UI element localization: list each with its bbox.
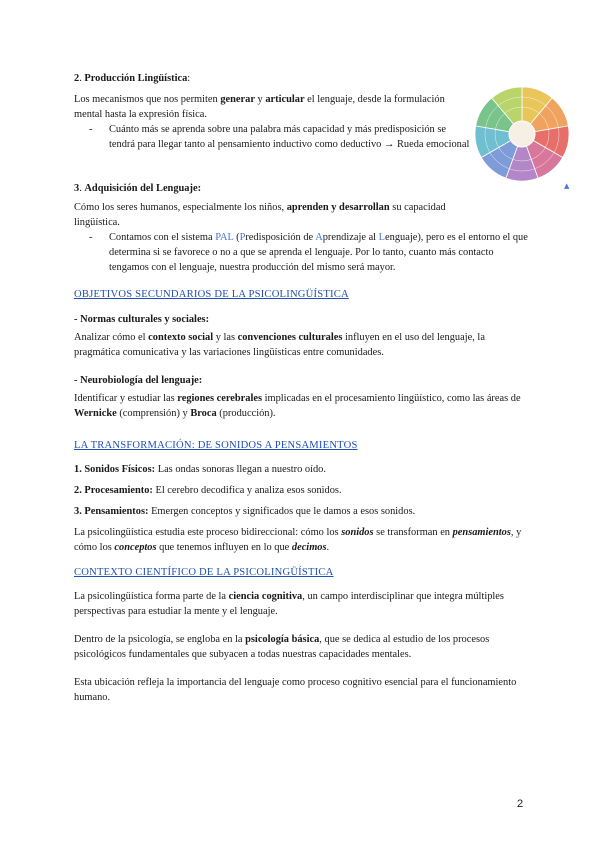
list-item: 2. Procesamiento: El cerebro decodifica y analiza esos sonidos. [74,485,342,496]
list-item: 1. Sonidos Físicos: Las ondas sonoras llegan a nuestro oído. [74,464,326,475]
section-title: 3. Adquisición del Lenguaje: [74,183,202,194]
paragraph: Los mecanismos que nos permiten generar y articular el lenguaje, desde la formulación mental hasta la expresión física. [74,94,445,120]
heading-contexto: CONTEXTO CIENTÍFICO DE LA PSICOLINGÜÍSTICA [74,567,334,578]
emotion-wheel-image [474,84,570,190]
heading-objetivos: OBJETIVOS SECUNDARIOS DE LA PSICOLINGÜÍSTICA [74,289,349,300]
section-produccion [74,71,474,152]
paragraph: Esta ubicación refleja la importancia del lenguaje como proceso cognitivo esencial para el funcionamiento humano. [74,677,517,703]
title-produccion: Producción Lingüística [84,73,188,84]
paragraph: Dentro de la psicología, se engloba en la psicología básica, que se dedica al estudio de los procesos psicológicos fundamentales que subyacen a todas nuestras capacidades mentales. [74,634,490,660]
bullet-list [74,230,534,275]
heading-transformacion: LA TRANSFORMACIÓN: DE SONIDOS A PENSAMIENTOS [74,440,358,451]
wheel-mark: ▲ [564,182,570,190]
subheading-neurobiologia: - Neurobiología del lenguaje: [74,375,203,386]
paragraph: La psicolingüística forma parte de la ciencia cognitiva, un campo interdisciplinar que integra múltiples perspectivas para estudiar la mente y el lenguaje. [74,591,504,617]
section-adquisicion [74,181,534,275]
paragraph: Analizar cómo el contexto social y las convenciones culturales influyen en el uso del lenguaje, la pragmática comunicativa y las variaciones lingüísticas entre comunidades. [74,332,485,358]
paragraph: Identificar y estudiar las regiones cerebrales implicadas en el procesamiento lingüístico, como las áreas de Wernicke (comprensión) y Broca (producción). [74,393,521,419]
page-number: 2 [517,798,524,810]
wheel-center [509,121,535,147]
title-adquisicion: Adquisición del Lenguaje: [84,183,202,194]
bullet-list [74,122,474,152]
section-contexto [74,589,524,705]
list-item: - Cuánto más se aprenda sobre una palabra más capacidad y más predisposición se tendrá para llegar tanto al pensamiento inductivo como deductivo → Rueda emocional [74,122,474,152]
paragraph: La psicolingüística estudia este proceso bidireccional: cómo los sonidos se transforman en pensamientos, y cómo los conceptos que tenemos influyen en lo que decimos. [74,527,522,553]
section-objetivos [74,312,524,421]
list-item: 3. Pensamientos: Emergen conceptos y significados que le damos a esos sonidos. [74,506,416,517]
paragraph: Cómo los seres humanos, especialmente los niños, aprenden y desarrollan su capacidad lingüística. [74,202,446,228]
section-title: 2. Producción Lingüística: [74,73,191,84]
list-item: - Contamos con el sistema PAL (Predisposición de Aprendizaje al Lenguaje), pero es el entorno el que determina si se favorece o no a que se aprenda el lenguaje. Por lo tanto, cuanto más contacto tengamos con el lenguaje, nuestra producción del mismo será mayor. [74,230,534,275]
subheading-normas: - Normas culturales y sociales: [74,314,210,325]
section-transformacion [74,462,524,555]
